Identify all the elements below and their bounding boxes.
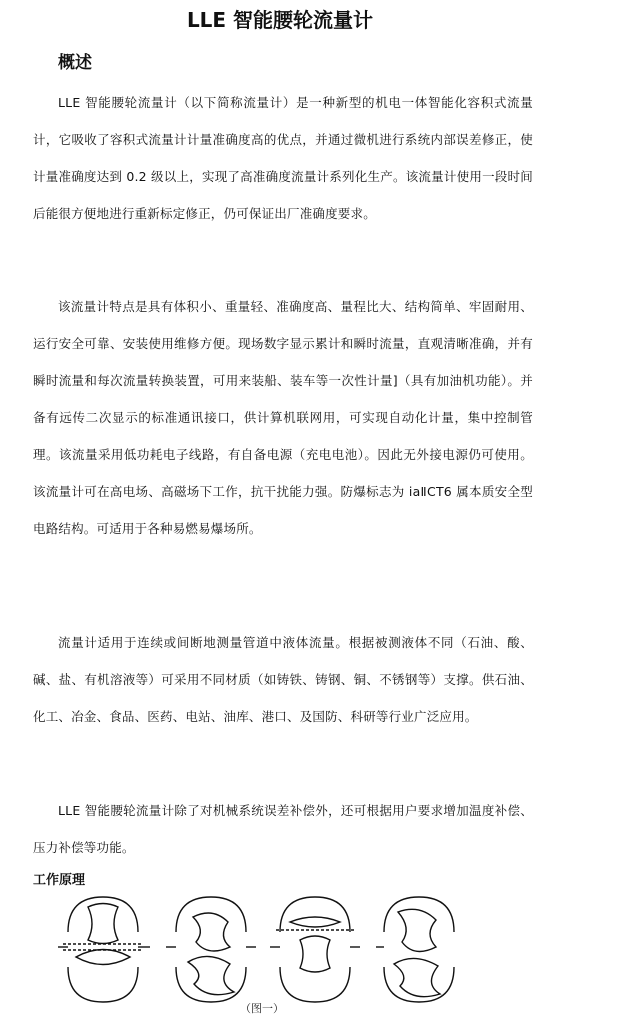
paragraph-4-block	[33, 792, 533, 866]
rotor-stage-1	[58, 897, 150, 1002]
paragraph-2-block	[33, 288, 533, 547]
paragraph: 流量计适用于连续或间断地测量管道中液体流量。根据被测液体不同（石油、酸、碱、盐、有机溶液等）可采用不同材质（如铸铁、铸钢、铜、不锈钢等）支撑。供石油、化工、冶金、食品、医药、电站、油库、港口、及国防、科研等行业广泛应用。	[33, 635, 533, 724]
paragraph: 该流量计特点是具有体积小、重量轻、准确度高、量程比大、结构简单、牢固耐用、运行安全可靠、安装使用维修方便。现场数字显示累计和瞬时流量，直观清晰准确，并有瞬时流量和每次流量转换装置，可用来装船、装车等一次性计量]（具有加油机功能）。并备有远传二次显示的标准通讯接口，供计算机联网用，可实现自动化计量，集中控制管理。该流量采用低功耗电子线路，有自备电源（充电电池）。因此无外接电源仍可使用。该流量计可在高电场、高磁场下工作，抗干扰能力强。防爆标志为 iaⅡCT6 属本质安全型电路结构。可适用于各种易燃易爆场所。	[33, 299, 533, 536]
rotor-stage-4	[376, 897, 454, 1002]
overview-heading: 概述	[58, 53, 92, 73]
paragraph-1-block	[33, 84, 533, 232]
figure-caption: （图一）	[240, 1002, 284, 1015]
page-title: LLE 智能腰轮流量计	[186, 8, 374, 32]
rotor-stage-2	[166, 897, 256, 1002]
working-principle-heading: 工作原理	[33, 873, 86, 888]
paragraph: LLE 智能腰轮流量计（以下简称流量计）是一种新型的机电一体智能化容积式流量计，它吸收了容积式流量计计量准确度高的优点，并通过微机进行系统内部误差修正，使计量准确度达到 0.2 级以上，实现了高准确度流量计系列化生产。该流量计使用一段时间后能很方便地进行重新标定修正，仍可保证出厂准确度要求。	[33, 95, 533, 221]
paragraph-3-block	[33, 624, 533, 735]
paragraph: LLE 智能腰轮流量计除了对机械系统误差补偿外，还可根据用户要求增加温度补偿、压力补偿等功能。	[33, 803, 533, 855]
rotor-stage-3	[270, 897, 360, 1002]
